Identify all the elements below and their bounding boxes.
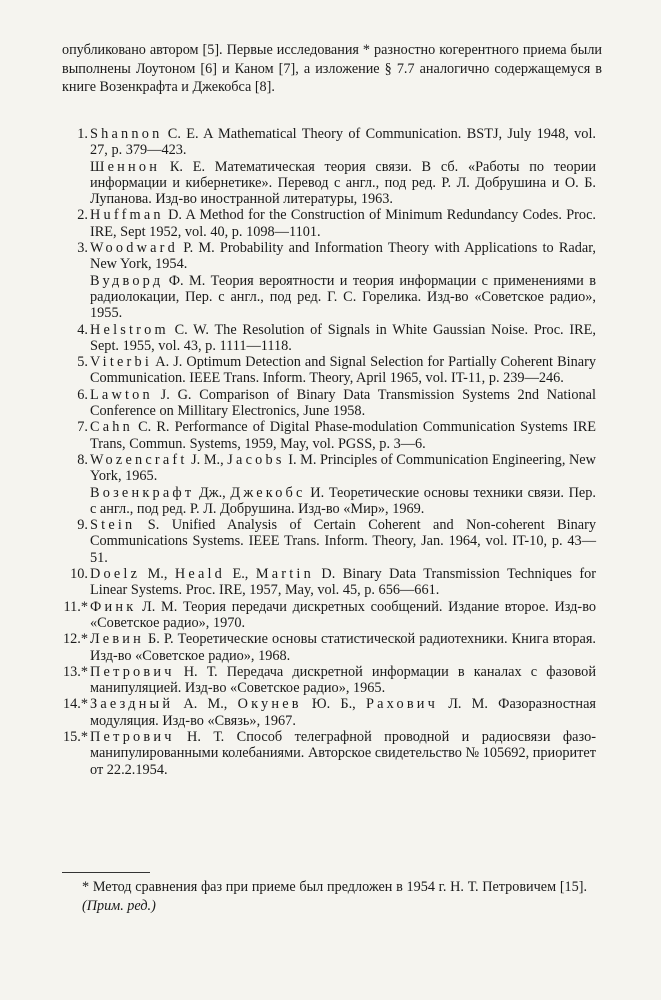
reference-number: 15.* xyxy=(62,728,88,745)
reference-item xyxy=(58,664,596,697)
reference-item xyxy=(58,387,596,420)
footnote xyxy=(82,878,587,915)
footnote-editor-note: (Прим. ред.) xyxy=(82,897,156,914)
reference-author: Stein xyxy=(90,517,136,534)
intro-paragraph: опубликовано автором [5]. Первые исследования * разностно когерентного приема были выполнены Лоутоном [6] и Каном [7], а изложение § 7.7 аналогично содержащемуся в книге Возенкрафта и Джекобса [8]. xyxy=(62,42,602,96)
reference-text: C. W. The Resolution of Signals in White Gaussian Noise. Proc. IRE, Sept. 1955, vol. 43, p. 1111—1118. xyxy=(90,321,596,354)
reference-item xyxy=(58,419,596,452)
reference-text: D. A Method for the Construction of Minimum Redundancy Codes. Proc. IRE, Sept 1952, vol. 40, p. 1098—1101. xyxy=(90,207,596,240)
reference-list xyxy=(58,126,596,778)
reference-text: C. E. A Mathematical Theory of Communication. BSTJ, July 1948, vol. 27, p. 379—423. xyxy=(90,126,596,159)
reference-item xyxy=(58,354,596,387)
reference-author: Джекобс xyxy=(230,484,306,501)
reference-item xyxy=(58,322,596,355)
reference-author: Jacobs xyxy=(227,451,285,468)
reference-author: Cahn xyxy=(90,419,133,436)
reference-author: Viterbi xyxy=(90,354,153,371)
reference-number: 1. xyxy=(77,126,88,142)
reference-author: Петрович xyxy=(90,663,175,680)
reference-author: Helstrom xyxy=(90,321,169,338)
reference-text: Ф. М. Теория вероятности и теория информации с применениями в радиолокации, Пер. с англ., под ред. Г. С. Горелика. Изд-во «Советское радио», 1955. xyxy=(90,272,596,322)
reference-text: А. М., xyxy=(173,696,238,713)
reference-text: D. Binary Data Transmission Techniques for Linear Systems. Proc. IRE, 1957, May, vol. 45, p. 656—661. xyxy=(90,566,596,599)
reference-author: Петрович xyxy=(90,728,175,745)
reference-author: Woodward xyxy=(90,240,178,257)
reference-author: Lawton xyxy=(90,386,153,403)
reference-text: C. R. Performance of Digital Phase-modulation Communication Systems IRE Trans, Commun. Systems, 1959, May, vol. PGSS, p. 3—6. xyxy=(90,419,596,452)
reference-author: Рахович xyxy=(365,696,439,713)
reference-item xyxy=(58,240,596,321)
reference-text: M., xyxy=(140,566,175,583)
reference-number: 12.* xyxy=(62,631,88,648)
reference-number: 11.* xyxy=(63,598,88,615)
reference-author: Wozencraft xyxy=(90,451,188,468)
reference-text: J. G. Comparison of Binary Data Transmission Systems 2nd National Conference on Millitary Electronics, June 1958. xyxy=(90,386,596,420)
reference-text: I. M. Principles of Communication Engineering, New York, 1965. xyxy=(90,451,596,485)
reference-item xyxy=(58,452,596,517)
reference-text: Н. Т. Передача дискретной информации в каналах с фазовой манипуляцией. Изд-во «Советское радио», 1965. xyxy=(90,663,596,697)
reference-author: Вудворд xyxy=(90,272,164,289)
reference-text: Б. Р. Теоретические основы статистической радиотехники. Книга вторая. Изд-во «Советское радио», 1968. xyxy=(90,631,596,664)
reference-translation xyxy=(90,273,596,322)
reference-text: A. J. Optimum Detection and Signal Selection for Partially Coherent Binary Communication. IEEE Trans. Inform. Theory, April 1965, vol. IT-11, p. 239—246. xyxy=(90,354,596,387)
reference-item xyxy=(58,696,596,729)
reference-translation xyxy=(90,485,596,518)
reference-text: Дж., xyxy=(194,484,231,501)
reference-item xyxy=(58,517,596,566)
reference-number: 3. xyxy=(77,240,88,257)
reference-text: И. Теоретические основы техники связи. Пер. с англ., под ред. Р. Л. Добрушина. Изд-во «Мир», 1969. xyxy=(90,484,596,517)
reference-item xyxy=(58,729,596,778)
reference-text: S. Unified Analysis of Certain Coherent and Non-coherent Binary Communications Systems. IEEE Trans. Inform. Theory, Jan. 1964, vol. IT-10, p. 43—51. xyxy=(90,517,596,566)
reference-number: 14.* xyxy=(62,696,88,713)
reference-author: Shannon xyxy=(90,126,163,142)
reference-number: 7. xyxy=(77,419,88,436)
reference-number: 2. xyxy=(77,207,88,224)
reference-item xyxy=(58,631,596,664)
reference-author: Окунев xyxy=(237,696,302,713)
reference-text: Ю. Б., xyxy=(301,696,366,713)
reference-number: 6. xyxy=(77,386,88,403)
reference-item xyxy=(58,599,596,632)
reference-item xyxy=(58,566,596,599)
reference-translation xyxy=(90,159,596,208)
reference-text: E., xyxy=(225,566,256,583)
reference-number: 8. xyxy=(77,451,88,468)
reference-author: Huffman xyxy=(90,207,164,224)
reference-author: Финк xyxy=(90,598,137,615)
reference-number: 5. xyxy=(77,354,88,371)
reference-text: Л. М. Теория передачи дискретных сообщений. Издание второе. Изд-во «Советское радио», 1970. xyxy=(90,598,596,631)
reference-number: 13.* xyxy=(62,663,88,680)
footnote-divider xyxy=(62,872,150,873)
reference-text: P. M. Probability and Information Theory with Applications to Radar, New York, 1954. xyxy=(90,240,596,273)
reference-item xyxy=(58,126,596,207)
reference-number: 4. xyxy=(77,321,88,338)
reference-number: 9. xyxy=(77,517,88,534)
reference-item xyxy=(58,207,596,240)
reference-author: Шеннон xyxy=(90,158,161,175)
reference-text: Н. Т. Способ телеграфной проводной и радиосвязи фазо-манипулированными колебаниями. Авторское свидетельство № 105692, приоритет от 22.2.1954. xyxy=(90,728,596,778)
reference-author: Doelz xyxy=(90,566,141,583)
reference-author: Заездный xyxy=(90,696,174,713)
reference-author: Heald xyxy=(174,566,226,583)
reference-number: 10. xyxy=(70,566,88,583)
reference-text: Л. М. Фазоразностная модуляция. Изд-во «Связь», 1967. xyxy=(90,696,596,729)
footnote-text: * Метод сравнения фаз при приеме был предложен в 1954 г. Н. Т. Петровичем [15]. xyxy=(82,879,587,895)
reference-text: J. M., xyxy=(187,451,228,468)
reference-text: К. Е. Математическая теория связи. В сб. «Работы по теории информации и кибернетике». Перевод с англ., под ред. Р. Л. Добрушина и О. Б. Лупанова. Изд-во иностранной литературы, 1963. xyxy=(90,158,596,208)
reference-author: Левин xyxy=(90,631,144,648)
reference-author: Martin xyxy=(255,566,314,583)
reference-author: Возенкрафт xyxy=(90,484,195,501)
